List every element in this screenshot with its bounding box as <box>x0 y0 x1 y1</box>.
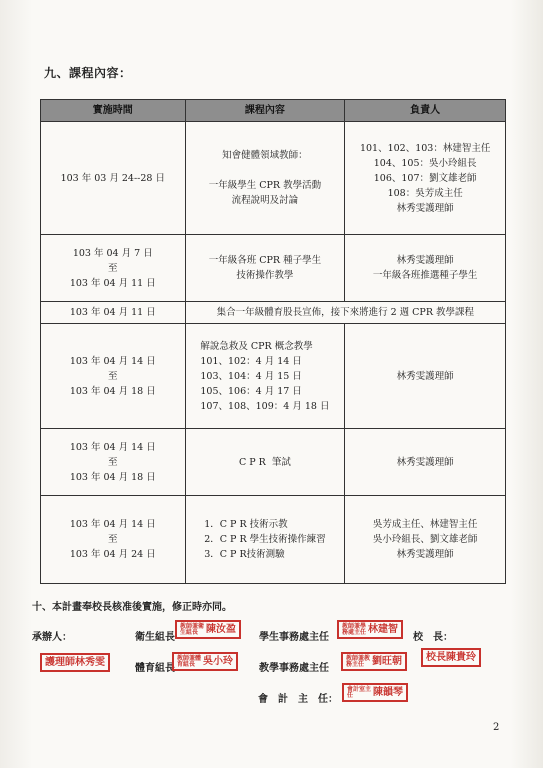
content-line: 一年級學生 CPR 教學活動 <box>208 180 322 191</box>
content-cell <box>185 122 345 235</box>
content-line: 流程說明及討論 <box>231 195 299 206</box>
content-line: 107、108、109：4 月 18 日 <box>200 400 330 412</box>
accounting-label: 會 計 主 任： <box>258 694 338 705</box>
owner-cell <box>345 235 506 302</box>
time-line: 至 <box>108 534 118 545</box>
content-line: 知會健體領域教師： <box>222 150 308 161</box>
time-cell <box>41 235 186 302</box>
owner-cell: 林秀雯護理師 <box>345 324 506 429</box>
table-row <box>41 324 506 429</box>
academic-affairs-label: 教學事務處主任 <box>259 663 329 674</box>
accounting-stamp-title: 會計室主任 <box>347 685 372 699</box>
pe-section-stamp <box>172 652 238 671</box>
table-row <box>41 429 506 496</box>
time-line: 103 年 04 月 14 日 <box>69 519 156 530</box>
owner-line: 104、105：吳小玲組長 <box>373 157 477 169</box>
time-cell <box>41 496 186 584</box>
course-table <box>40 99 506 584</box>
time-cell <box>41 324 186 429</box>
pe-stamp-name: 吳小玲 <box>203 656 233 667</box>
pe-section-label: 體育組長 <box>135 663 175 674</box>
time-line: 103 年 04 月 18 日 <box>69 471 156 483</box>
section-title: 九、課程內容： <box>44 66 132 80</box>
owner-cell <box>345 496 506 584</box>
header-time: 實施時間 <box>41 100 186 122</box>
organizer-stamp: 護理師林秀雯 <box>40 653 110 672</box>
owner-line: 吳小玲組長、劉文雄老師 <box>372 534 478 545</box>
owner-line: 林秀雯護理師 <box>396 202 454 214</box>
health-stamp-name: 陳汝盈 <box>206 624 236 635</box>
academic-stamp-name: 劉旺朝 <box>372 656 402 667</box>
header-owner: 負責人 <box>345 100 506 122</box>
student-affairs-stamp-name: 林建智 <box>368 624 398 635</box>
table-row <box>41 235 506 302</box>
table-row <box>41 496 506 584</box>
health-section-label: 衛生組長 <box>135 632 175 643</box>
time-line: 103 年 04 月 24 日 <box>69 549 156 560</box>
content-line: 3．C P R技術測驗 <box>204 549 285 560</box>
content-cell <box>185 496 345 584</box>
time-line: 至 <box>108 456 118 468</box>
time-line: 103 年 04 月 18 日 <box>69 385 156 397</box>
content-line: 101、102：4 月 14 日 <box>200 355 302 367</box>
content-cell: C P R 筆試 <box>185 429 345 496</box>
approval-note: 十、本計畫奉校長核准後實施，修正時亦同。 <box>32 602 232 613</box>
page-number: 2 <box>493 722 500 733</box>
owner-line: 林秀雯護理師 <box>396 255 454 266</box>
owner-line: 林秀雯護理師 <box>396 549 454 560</box>
table-row <box>41 302 506 324</box>
content-line: 103、104：4 月 15 日 <box>200 370 302 382</box>
content-line <box>189 163 342 178</box>
time-line: 103 年 04 月 14 日 <box>69 441 156 453</box>
accounting-stamp <box>342 683 408 702</box>
time-line: 至 <box>108 262 118 274</box>
student-affairs-label: 學生事務處主任 <box>259 632 329 643</box>
time-line: 103 年 03 月 24--28 日 <box>60 172 165 184</box>
table-header-row <box>41 100 506 122</box>
time-line: 103 年 04 月 14 日 <box>69 355 156 367</box>
organizer-label: 承辦人： <box>32 632 72 643</box>
academic-stamp-title: 教師兼教務主任 <box>346 654 371 668</box>
owner-line: 吳芳成主任、林建智主任 <box>372 519 478 530</box>
header-content: 課程內容 <box>185 100 345 122</box>
time-cell <box>41 429 186 496</box>
pe-stamp-title: 教師兼體育組長 <box>177 654 202 668</box>
content-line: 技術操作教學 <box>236 270 294 281</box>
time-cell <box>41 122 186 235</box>
owner-cell: 林秀雯護理師 <box>345 429 506 496</box>
merged-content-cell: 集合一年級體育股長宣佈，接下來將進行 2 週 CPR 教學課程 <box>185 302 505 324</box>
owner-line: 108：吳芳成主任 <box>387 187 463 199</box>
academic-affairs-stamp <box>341 652 407 671</box>
content-line: 解說急救及 CPR 概念教學 <box>200 340 313 352</box>
owner-cell <box>345 122 506 235</box>
owner-line: 101、102、103：林建智主任 <box>359 142 491 154</box>
time-line: 至 <box>108 370 118 382</box>
time-line: 103 年 04 月 7 日 <box>72 247 153 259</box>
content-line: 105、106：4 月 17 日 <box>200 385 302 397</box>
table-row <box>41 122 506 235</box>
owner-line: 一年級各班推選種子學生 <box>372 270 478 281</box>
principal-stamp: 校長陳貴玲 <box>421 648 481 667</box>
content-line: 一年級各班 CPR 種子學生 <box>208 255 322 266</box>
health-section-stamp <box>175 620 241 639</box>
principal-label: 校 長： <box>413 632 453 643</box>
content-cell <box>185 324 345 429</box>
accounting-stamp-name: 陳韻琴 <box>373 687 403 698</box>
time-line: 103 年 04 月 11 日 <box>69 277 156 289</box>
student-affairs-stamp-title: 教師兼學務處主任 <box>342 622 367 636</box>
content-cell <box>185 235 345 302</box>
owner-line: 106、107：劉文雄老師 <box>373 172 477 184</box>
student-affairs-stamp <box>337 620 403 639</box>
health-stamp-title: 教師兼衛生組長 <box>180 622 205 636</box>
content-line: 2．C P R 學生技術操作練習 <box>204 534 326 545</box>
time-cell: 103 年 04 月 11 日 <box>41 302 186 324</box>
content-line: 1．C P R 技術示教 <box>204 519 288 530</box>
